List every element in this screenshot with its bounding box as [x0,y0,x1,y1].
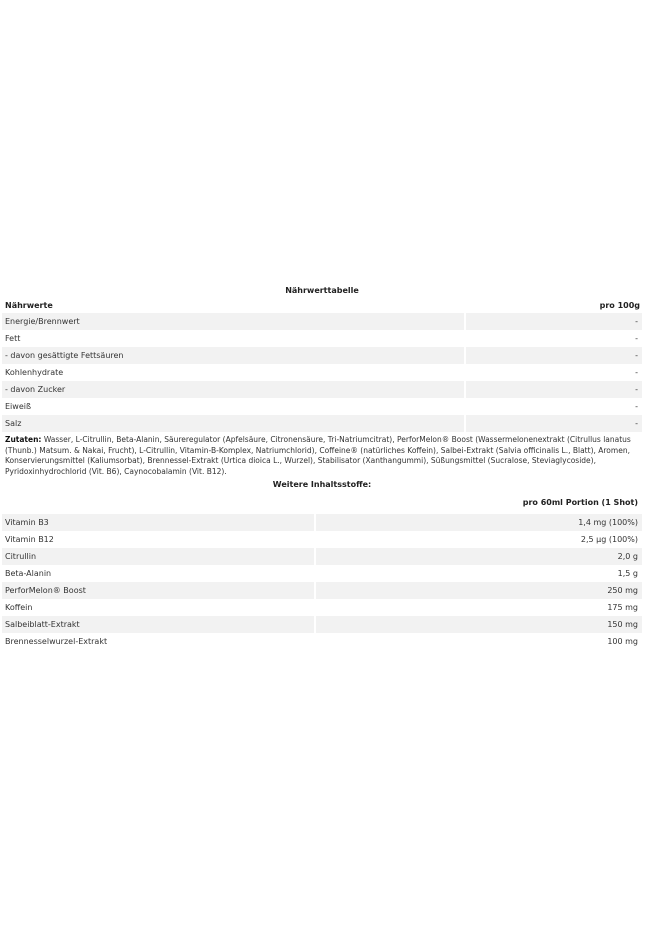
table-row [2,599,642,616]
row-label: Vitamin B12 [5,535,54,544]
ingredients-text [2,432,642,477]
row-value: - [464,364,642,381]
additional-table-header: pro 60ml Portion (1 Shot) [522,498,638,507]
header-naehrwerte: Nährwerte [5,301,53,310]
row-value: - [464,330,642,347]
row-label: Beta-Alanin [5,569,52,578]
row-label: Vitamin B3 [2,514,314,531]
ingredients-list: Wasser, L-Citrullin, Beta-Alanin, Säureregulator (Apfelsäure, Citronensäure, Tri-Natriumcitrat), PerforMelon® Boost (Wassermelonenextrakt (Citrullus lanatus (Thunb.) Matsum. & Nakai, Frucht), L-Citrullin, Vitamin-B-Komplex, Natriumchlorid), Coffeine® (natürliches Koffein), Salbei-Extrakt (Salvia officinalis L., Blatt), Aromen, Konservierungsmittel (Kaliumsorbat), Brennessel-Extrakt (Urtica dioica L., Wurzel), Stabilisator (Xanthangummi), Süßungsmittel (Sucralose, Steviaglycoside), Pyridoxinhydrochlorid (Vit. B6), Caynocobalamin (Vit. B12). [5,435,631,476]
nutrition-section [2,283,642,650]
row-label: Citrullin [2,548,314,565]
row-value: 2,0 g [314,548,642,565]
nutrition-table-title: Nährwerttabelle [285,286,359,295]
nutrition-table-header [2,299,642,313]
table-row [2,330,642,347]
row-label: - davon gesättigte Fettsäuren [2,347,464,364]
ingredients-label: Zutaten: [5,435,42,444]
row-value: 250 mg [314,582,642,599]
row-value: 175 mg [314,599,642,616]
row-label: Fett [5,334,21,343]
table-row [2,565,642,582]
additional-table-title: Weitere Inhaltsstoffe: [272,480,372,489]
table-row [2,531,642,548]
row-value: 1,5 g [314,565,642,582]
additional-table [2,514,642,650]
row-label: Salz [2,415,464,432]
row-value: - [464,398,642,415]
row-label: - davon Zucker [2,381,464,398]
row-value: 150 mg [314,616,642,633]
row-label: PerforMelon® Boost [2,582,314,599]
row-value: - [464,347,642,364]
table-row [2,582,642,599]
header-pro-100g: pro 100g [599,301,640,310]
table-row [2,415,642,432]
row-value: - [464,381,642,398]
table-row [2,364,642,381]
table-row [2,381,642,398]
row-label: Kohlenhydrate [5,368,64,377]
table-row [2,347,642,364]
table-row [2,398,642,415]
row-value: 1,4 mg (100%) [314,514,642,531]
row-label: Salbeiblatt-Extrakt [2,616,314,633]
row-value: 100 mg [314,633,642,650]
table-row [2,313,642,330]
table-row [2,514,642,531]
table-row [2,633,642,650]
row-value: - [464,313,642,330]
table-row [2,616,642,633]
row-label: Energie/Brennwert [2,313,464,330]
row-label: Eiweiß [5,402,32,411]
table-row [2,548,642,565]
row-label: Brennesselwurzel-Extrakt [5,637,108,646]
row-label: Koffein [5,603,33,612]
row-value: - [464,415,642,432]
row-value: 2,5 µg (100%) [314,531,642,548]
nutrition-table [2,313,642,432]
